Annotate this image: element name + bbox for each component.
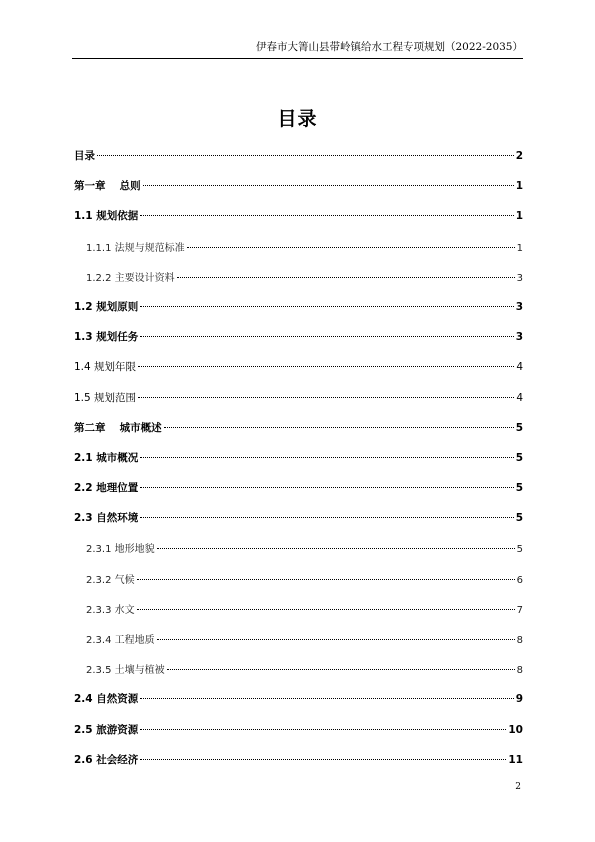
toc-entry[interactable]	[74, 540, 523, 570]
dot-leader	[140, 306, 513, 307]
toc-entry-page: 5	[515, 421, 523, 434]
dot-leader	[140, 457, 513, 458]
toc-entry-label: 2.3.3 水文	[86, 604, 135, 616]
dot-leader	[157, 548, 515, 549]
dot-leader	[138, 397, 514, 398]
header-text: 伊春市大箐山县带岭镇给水工程专项规划（2022-2035）	[256, 41, 523, 53]
toc-entry[interactable]	[74, 420, 523, 450]
dot-leader	[140, 729, 506, 730]
toc-entry-page: 6	[516, 574, 523, 586]
toc-entry[interactable]	[74, 269, 523, 299]
toc-entry[interactable]	[74, 148, 523, 178]
dot-leader	[97, 155, 514, 156]
toc-entry[interactable]	[74, 510, 523, 540]
toc-entry[interactable]	[74, 691, 523, 721]
page-header	[72, 38, 523, 59]
toc-entry[interactable]	[74, 722, 523, 752]
toc-entry-page: 2	[515, 150, 523, 162]
toc-entry-page: 9	[515, 693, 523, 706]
toc-entry[interactable]	[74, 571, 523, 601]
toc-entry-label: 2.5 旅游资源	[74, 723, 139, 736]
toc-entry-label: 1.5 规划范围	[74, 391, 137, 404]
toc-entry-page: 5	[516, 544, 523, 556]
page-title: 目录	[277, 108, 318, 130]
toc-entry-label: 2.3.5 土壤与植被	[86, 665, 165, 677]
dot-leader	[137, 609, 515, 610]
toc-entry-label: 1.2 规划原则	[74, 300, 139, 313]
toc-entry-label: 2.1 城市概况	[74, 451, 139, 464]
toc-entry-page: 5	[515, 451, 523, 464]
toc-entry-page: 7	[516, 604, 523, 616]
toc-entry-label: 1.3 规划任务	[74, 331, 139, 344]
toc-entry-page: 1	[515, 180, 523, 193]
toc-entry-label: 1.1.1 法规与规范标准	[86, 242, 185, 254]
table-of-contents	[74, 148, 523, 782]
dot-leader	[177, 277, 515, 278]
toc-entry[interactable]	[74, 480, 523, 510]
dot-leader	[140, 698, 513, 699]
dot-leader	[157, 639, 515, 640]
dot-leader	[138, 366, 514, 367]
toc-entry[interactable]	[74, 752, 523, 782]
dot-leader	[164, 427, 514, 428]
dot-leader	[187, 247, 515, 248]
toc-entry-page: 4	[516, 361, 523, 374]
dot-leader	[140, 759, 506, 760]
toc-entry-label: 1.2.2 主要设计资料	[86, 272, 175, 284]
toc-entry[interactable]	[74, 631, 523, 661]
dot-leader	[140, 517, 513, 518]
toc-entry[interactable]	[74, 208, 523, 238]
toc-entry-label: 1.1 规划依据	[74, 210, 139, 223]
toc-entry-label: 2.3.2 气候	[86, 574, 135, 586]
page-number: 2	[515, 782, 521, 792]
toc-entry[interactable]	[74, 359, 523, 389]
toc-entry[interactable]	[74, 329, 523, 359]
toc-entry-label: 2.6 社会经济	[74, 753, 139, 766]
toc-entry-page: 8	[516, 635, 523, 646]
toc-entry-page: 3	[515, 331, 523, 344]
toc-entry[interactable]	[74, 661, 523, 691]
toc-entry-page: 3	[516, 272, 523, 284]
toc-entry-page: 8	[516, 665, 523, 677]
dot-leader	[143, 185, 514, 186]
dot-leader	[137, 579, 515, 580]
toc-entry-label: 2.2 地理位置	[74, 482, 139, 495]
dot-leader	[140, 487, 513, 488]
toc-entry[interactable]	[74, 239, 523, 269]
toc-entry-label: 第二章 城市概述	[74, 421, 162, 434]
toc-entry[interactable]	[74, 390, 523, 420]
toc-entry[interactable]	[74, 450, 523, 480]
dot-leader	[140, 215, 513, 216]
dot-leader	[167, 669, 515, 670]
toc-entry-label: 2.3.4 工程地质	[86, 635, 155, 646]
toc-entry-page: 5	[515, 482, 523, 495]
toc-entry[interactable]	[74, 601, 523, 631]
toc-entry-page: 4	[516, 391, 523, 404]
toc-entry-page: 3	[515, 300, 523, 313]
toc-entry-label: 目录	[74, 150, 95, 162]
toc-entry-page: 5	[515, 512, 523, 525]
toc-entry-page: 10	[508, 723, 523, 736]
toc-entry-label: 2.3.1 地形地貌	[86, 544, 155, 556]
dot-leader	[140, 336, 513, 337]
toc-entry[interactable]	[74, 299, 523, 329]
toc-entry-page: 1	[515, 210, 523, 223]
toc-entry-page: 1	[516, 242, 523, 254]
toc-entry-label: 第一章 总则	[74, 180, 141, 193]
toc-entry-label: 2.4 自然资源	[74, 693, 139, 706]
toc-entry[interactable]	[74, 178, 523, 208]
toc-entry-label: 1.4 规划年限	[74, 361, 137, 374]
toc-entry-label: 2.3 自然环境	[74, 512, 139, 525]
toc-entry-page: 11	[508, 753, 523, 766]
